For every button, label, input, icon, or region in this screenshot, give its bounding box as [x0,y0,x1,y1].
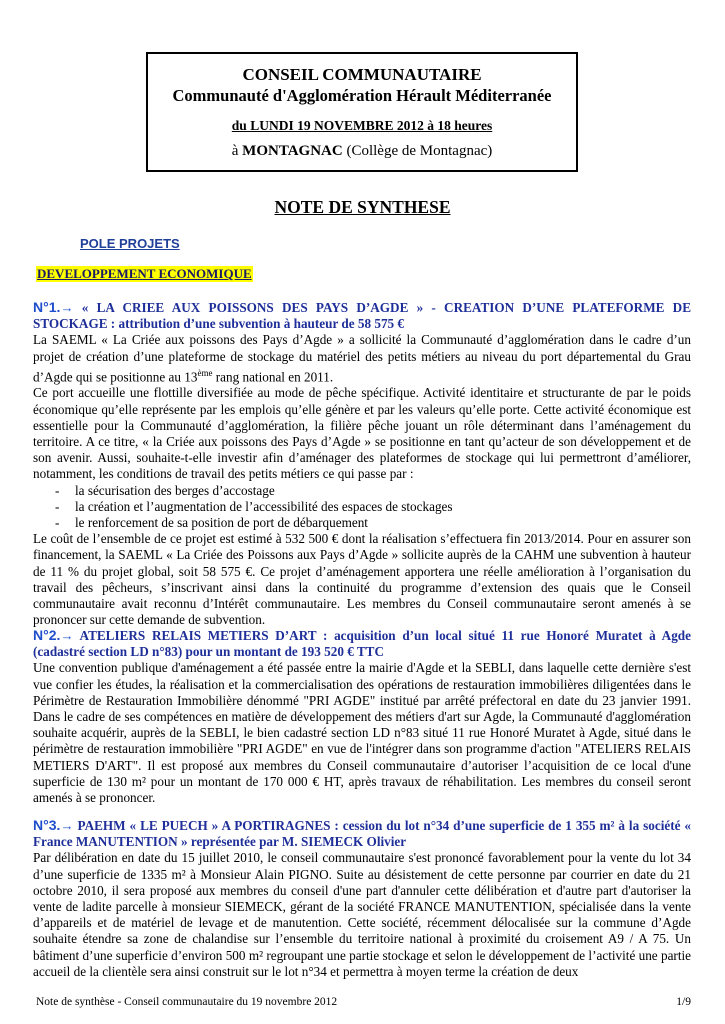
section-heading: DEVELOPPEMENT ECONOMIQUE [37,266,252,281]
place-town: MONTAGNAC [242,143,343,159]
item-3-paragraph-1: Par délibération en date du 15 juillet 2010, le conseil communautaire s'est prononcé favorablement pour la vente du lot 34 d’une superficie de 1335 m² à Monsieur Alain PIGNO. Suite au désistement de cette personne par courrier en date du 21 octobre 2010, il sera proposé aux membres du conseil d'une part d'annuler cette délibération et d'autre part d'autoriser la vente de ladite parcelle à monsieur SIEMECK, gérant de la société FRANCE MANUTENTION, spécialisée dans la vente d’appareils et de matériel de levage et de manutention. Cette société, récemment délocalisée sur la commune d’Agde souhaite étendre sa zone de chalandise sur l’ensemble du territoire national à proximité du croisement A9 / A 75. Un bâtiment d’une superficie d’environ 500 m² regroupant une partie stockage et selon le développement de l’activité une partie accueil de la clientèle sera ainsi construit sur le lot n°34 et permettra à moyen terme la création de deux [33,850,691,979]
item-3 [33,817,691,980]
item-2-heading [33,627,691,660]
item-1-bullet-list [33,483,691,532]
list-item: - le renforcement de sa position de port de débarquement [55,515,368,531]
agglomeration-name: Communauté d'Agglomération Hérault Méditerranée [172,86,552,105]
place-prefix: à [231,143,243,159]
footer-text: Note de synthèse - Conseil communautaire du 19 novembre 2012 [36,996,338,1008]
item-3-heading [33,817,691,850]
document-title: NOTE DE SYNTHESE [274,197,451,217]
arrow-icon: → [60,818,74,833]
item-1-title: « LA CRIEE AUX POISSONS DES PAYS D’AGDE » - CREATION D’UNE PLATEFORME DE STOCKAGE : attribution d’une subvention à hauteur de 58 575 € [33,300,691,332]
item-2-title: ATELIERS RELAIS METIERS D’ART : acquisition d’un local situé 11 rue Honoré Muratet à Agde (cadastré section LD n°83) pour un montant de 193 520 € TTC [33,628,691,660]
council-title: CONSEIL COMMUNAUTAIRE [242,65,482,84]
item-1-paragraph-1: La SAEML « La Criée aux poissons des Pays d’Agde » a sollicité la Communauté d’agglomération dans le cadre d’un projet de création d’une plateforme de stockage du matériel des petits métiers au niveau du port départemental du Grau d’Agde qui se positionne au 13ème rang national en 2011. [33,332,691,385]
item-1 [33,299,691,628]
item-2 [33,627,691,806]
arrow-icon: → [60,628,74,643]
item-1-paragraph-3: Le coût de l’ensemble de ce projet est estimé à 532 500 € dont la réalisation s’effectuera fin 2013/2014. Pour en assurer son financement, la SAEML « La Criée des Poissons aux Pays d’Agde » sollicite auprès de la CAHM une subvention à hauteur de 11 % du projet global, soit 58 575 €. Ce projet d’aménagement apportera une réelle amélioration à l’organisation du travail des pêcheurs, s’inscrivant ainsi dans la continuité du programme d’extension des quais que le Conseil communautaire avait reconnu d’Intérêt communautaire. Les membres du Conseil communautaire seront amenés à se prononcer sur cette demande de subvention. [33,531,691,628]
item-3-title: PAEHM « LE PUECH » A PORTIRAGNES : cession du lot n°34 d’une superficie de 1 355 m² à la société « France MANUTENTION » représentée par M. SIEMECK Olivier [33,818,691,850]
item-1-number: N°1. [33,299,61,315]
item-2-number: N°2. [33,627,61,643]
page-number: 1/9 [676,996,691,1008]
item-1-heading [33,299,691,332]
item-3-number: N°3. [33,817,61,833]
arrow-icon: → [60,300,74,315]
pole-heading: POLE PROJETS [80,236,180,251]
list-item: - la sécurisation des berges d’accostage [55,482,275,498]
meeting-date: du LUNDI 19 NOVEMBRE 2012 à 18 heures [231,118,493,133]
item-1-paragraph-2: Ce port accueille une flottille diversifiée au mode de pêche spécifique. Activité identitaire et structurante de par le poids économique qu’elle représente par les emplois qu’elle génère et par les valeurs qu’elle porte. Cette activité économique est essentielle pour la Communauté d’agglomération, la filière pêche jouant un rôle déterminant dans l’aménagement du territoire. A ce titre, « la Criée aux poissons des Pays d’Agde » se positionne en tant qu’acteur de son développement et de son avenir. Aussi, souhaite-t-elle investir afin d’aménager des plateformes de stockage qui lui permettront d’améliorer, notamment, les conditions de travail des petits métiers ce qui passe par : [33,385,691,482]
item-2-paragraph-1: Une convention publique d'aménagement a été passée entre la mairie d'Agde et la SEBLI, dans laquelle cette dernière s'est vue confier les études, la réalisation et la commercialisation des opérations de restauration immobilières diligentées dans le Périmètre de Restauration Immobilière dénommé "PRI AGDE" institué par arrêté préfectoral en date du 23 janvier 1991. Dans le cadre de ses compétences en matière de développement des métiers d'art sur Agde, la Communauté d'agglomération souhaite acquérir, auprès de la SEBLI, le bien cadastré section LD n°83 situé 11 rue Honoré Muratet à Agde, situé dans le périmètre de restauration immobilière "PRI AGDE" en vue de l'intégrer dans son programme d'action "ATELIERS RELAIS METIERS D'ART". Il est proposé aux membres du Conseil communautaire d’autoriser l’acquisition de ce local d'une superficie de 130 m² pour un montant de 170 000 € HT, après travaux de réhabilitation. Les membres du conseil seront amenés à se prononcer. [33,660,691,806]
list-item: - la création et l’augmentation de l’accessibilité des espaces de stockages [55,498,453,514]
ordinal-superscript: ème [197,367,213,378]
meeting-place [148,142,576,161]
header-box [146,52,578,172]
place-suffix: (Collège de Montagnac) [342,143,493,159]
